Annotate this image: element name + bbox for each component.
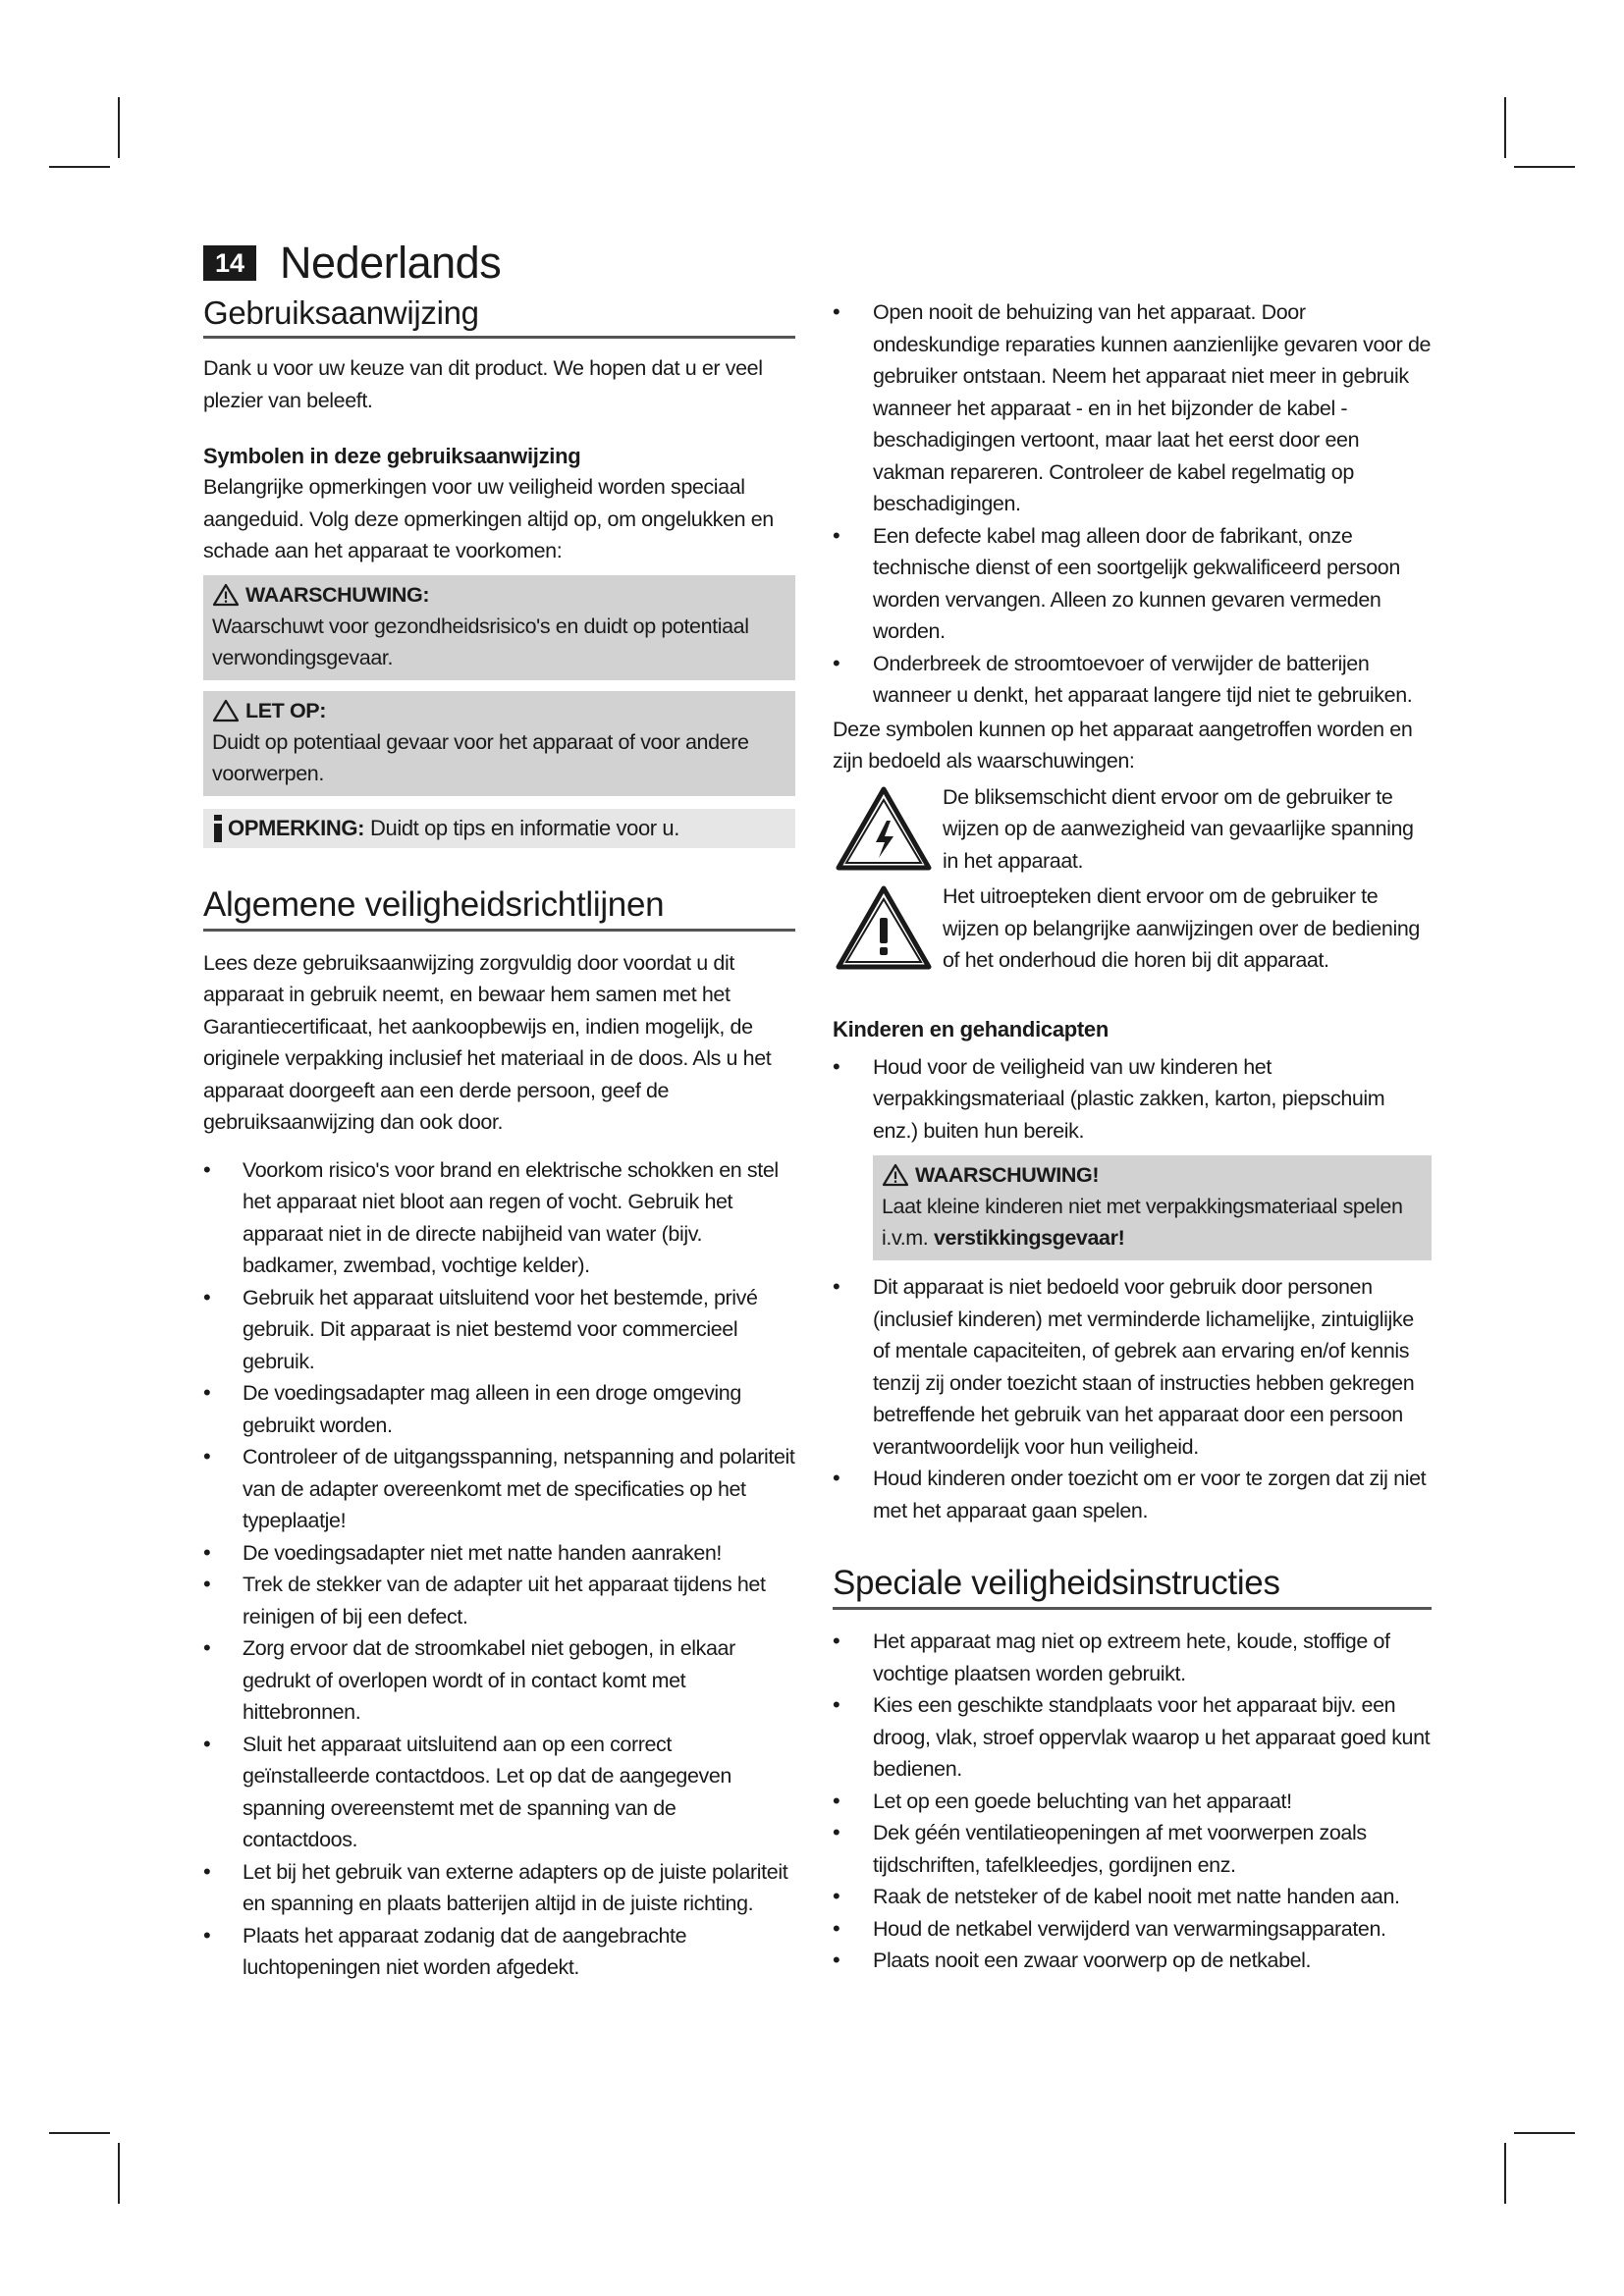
- list-item: • Trek de stekker van de adapter uit het apparaat tijdens het reinigen of bij een defect.: [203, 1569, 795, 1632]
- general-safety-list-continued: [833, 296, 1432, 712]
- section-heading-manual: Gebruiksaanwijzing: [203, 294, 795, 339]
- page-header: [203, 234, 501, 293]
- children-warning-text: [882, 1191, 1423, 1254]
- children-heading: Kinderen en gehandicapten: [833, 1016, 1109, 1041]
- warning-triangle-icon: [882, 1163, 909, 1187]
- children-warning-notice: [873, 1155, 1432, 1260]
- warning-notice: [203, 575, 795, 680]
- symbols-intro: Deze symbolen kunnen op het apparaat aangetroffen worden en zijn bedoeld als waarschuwingen:: [833, 717, 1413, 773]
- note-notice: [203, 809, 795, 848]
- list-item: • Let op een goede beluchting van het apparaat!: [833, 1786, 1432, 1818]
- caution-notice: [203, 691, 795, 796]
- manual-intro: Dank u voor uw keuze van dit product. We hopen dat u er veel plezier van beleeft.: [203, 356, 763, 412]
- note-label: OPMERKING:: [228, 815, 365, 840]
- list-item: • Dit apparaat is niet bedoeld voor gebruik door personen (inclusief kinderen) met verminderde lichamelijke, zintuiglijke of mentale capaciteiten, of gebrek aan ervaring en/of kennis tenzij zij onder toezicht staan of instructies hebben gekregen betreffende het gebruik van het apparaat door een persoon verantwoordelijk voor hun veiligheid.: [833, 1271, 1432, 1463]
- caution-text: Duidt op potentiaal gevaar voor het apparaat of voor andere voorwerpen.: [212, 729, 749, 785]
- page-language-title: Nederlands: [280, 238, 502, 288]
- exclamation-warning-icon: [835, 884, 933, 971]
- list-item: • Let bij het gebruik van externe adapters op de juiste polariteit en spanning en plaats batterijen altijd in de juiste richting.: [203, 1856, 795, 1920]
- caution-notice-title: [212, 695, 786, 726]
- exclamation-text: Het uitroepteken dient ervoor om de gebruiker te wijzen op belangrijke aanwijzingen over de bediening of het onderhoud die horen bij dit apparaat.: [943, 884, 1420, 972]
- crop-mark: [1514, 166, 1575, 168]
- caution-label: LET OP:: [245, 698, 327, 722]
- list-item: • Voorkom risico's voor brand en elektrische schokken en stel het apparaat niet bloot aan regen of vocht. Gebruik het apparaat niet in de directe nabijheid van water (bijv. badkamer, zwembad, vochtige kelder).: [203, 1154, 795, 1282]
- warning-text: Waarschuwt voor gezondheidsrisico's en duidt op potentiaal verwondingsgevaar.: [212, 614, 749, 669]
- crop-mark: [1504, 97, 1506, 158]
- children-list-continued: [833, 1271, 1432, 1526]
- list-item: • Houd de netkabel verwijderd van verwarmingsapparaten.: [833, 1913, 1432, 1946]
- list-item: • Houd kinderen onder toezicht om er voor te zorgen dat zij niet met het apparaat gaan spelen.: [833, 1463, 1432, 1526]
- lightning-text: De bliksemschicht dient ervoor om de gebruiker te wijzen op de aanwezigheid van gevaarlijke spanning in het apparaat.: [943, 784, 1414, 873]
- exclamation-symbol-row: [833, 881, 1432, 977]
- list-item: • Plaats nooit een zwaar voorwerp op de netkabel.: [833, 1945, 1432, 1977]
- special-safety-list: [833, 1626, 1432, 1977]
- page-number: 14: [203, 245, 256, 281]
- list-item: • Houd voor de veiligheid van uw kinderen het verpakkingsmateriaal (plastic zakken, karton, piepschuim enz.) buiten hun bereik.: [833, 1051, 1432, 1148]
- general-safety-list: [203, 1154, 795, 1984]
- crop-mark: [49, 2132, 110, 2134]
- caution-triangle-icon: [212, 699, 240, 722]
- list-item: • Sluit het apparaat uitsluitend aan op een correct geïnstalleerde contactdoos. Let op dat de aangegeven spanning overeenstemt met de spanning van de contactdoos.: [203, 1729, 795, 1856]
- children-warning-body: Laat kleine kinderen niet met verpakkingsmateriaal spelen i.v.m.: [882, 1195, 1403, 1250]
- crop-mark: [118, 97, 120, 158]
- list-item: • Controleer of de uitgangsspanning, netspanning and polariteit van de adapter overeenkomt met de specificaties op het typeplaatje!: [203, 1441, 795, 1537]
- crop-mark: [1514, 2132, 1575, 2134]
- list-item: • Kies een geschikte standplaats voor het apparaat bijv. een droog, vlak, stroef oppervlak waarop u het apparaat goed kunt bedienen.: [833, 1689, 1432, 1786]
- list-item: • Gebruik het apparaat uitsluitend voor het bestemde, privé gebruik. Dit apparaat is niet bestemd voor commercieel gebruik.: [203, 1282, 795, 1378]
- symbols-text: Belangrijke opmerkingen voor uw veiligheid worden speciaal aangeduid. Volg deze opmerkingen altijd op, om ongelukken en schade aan het apparaat te voorkomen:: [203, 475, 774, 562]
- lightning-symbol-row: [833, 781, 1432, 878]
- symbols-heading: Symbolen in deze gebruiksaanwijzing: [203, 444, 581, 468]
- list-item: • Open nooit de behuizing van het apparaat. Door ondeskundige reparaties kunnen aanzienlijke gevaren voor de gebruiker ontstaan. Neem het apparaat niet meer in gebruik wanneer het apparaat - en in het bijzonder de kabel - beschadigingen vertoont, maar laat het eerst door een vakman repareren. Controleer de kabel regelmatig op beschadigingen.: [833, 296, 1432, 520]
- lightning-warning-icon: [835, 785, 933, 872]
- list-item: • Plaats het apparaat zodanig dat de aangebrachte luchtopeningen niet worden afgedekt.: [203, 1920, 795, 1984]
- list-item: • Raak de netsteker of de kabel nooit met natte handen aan.: [833, 1881, 1432, 1913]
- list-item: • Het apparaat mag niet op extreem hete, koude, stoffige of vochtige plaatsen worden gebruikt.: [833, 1626, 1432, 1689]
- note-text: Duidt op tips en informatie voor u.: [370, 815, 679, 840]
- info-icon: [212, 814, 224, 843]
- warning-notice-title: [212, 579, 786, 611]
- crop-mark: [1504, 2143, 1506, 2204]
- list-item: • Zorg ervoor dat de stroomkabel niet gebogen, in elkaar gedrukt of overlopen wordt of in contact komt met hittebronnen.: [203, 1632, 795, 1729]
- warning-label: WAARSCHUWING:: [245, 582, 430, 607]
- crop-mark: [49, 166, 110, 168]
- section-heading-general: Algemene veiligheidsrichtlijnen: [203, 885, 795, 932]
- children-list: [833, 1051, 1432, 1148]
- children-warning-emphasis: verstikkingsgevaar!: [933, 1226, 1125, 1250]
- children-warning-label: WAARSCHUWING!: [915, 1163, 1100, 1187]
- list-item: • Dek géén ventilatieopeningen af met voorwerpen zoals tijdschriften, tafelkleedjes, gordijnen enz.: [833, 1817, 1432, 1881]
- list-item: • Een defecte kabel mag alleen door de fabrikant, onze technische dienst of een soortgelijk gekwalificeerd persoon worden vervangen. Alleen zo kunnen gevaren vermeden worden.: [833, 520, 1432, 648]
- children-warning-title: [882, 1159, 1423, 1191]
- general-intro: Lees deze gebruiksaanwijzing zorgvuldig door voordat u dit apparaat in gebruik neemt, en bewaar hem samen met het Garantiecertificaat, het aankoopbewijs en, indien mogelijk, de originele verpakking inclusief het materiaal in de doos. Als u het apparaat doorgeeft aan een derde persoon, geef de gebruiksaanwijzing dan ook door.: [203, 950, 772, 1134]
- section-heading-special: Speciale veiligheidsinstructies: [833, 1564, 1432, 1610]
- list-item: • De voedingsadapter niet met natte handen aanraken!: [203, 1537, 795, 1570]
- warning-triangle-icon: [212, 583, 240, 607]
- right-column: [833, 296, 1432, 1977]
- crop-mark: [118, 2143, 120, 2204]
- left-column: [203, 294, 795, 1984]
- list-item: • Onderbreek de stroomtoevoer of verwijder de batterijen wanneer u denkt, het apparaat langere tijd niet te gebruiken.: [833, 648, 1432, 712]
- list-item: • De voedingsadapter mag alleen in een droge omgeving gebruikt worden.: [203, 1377, 795, 1441]
